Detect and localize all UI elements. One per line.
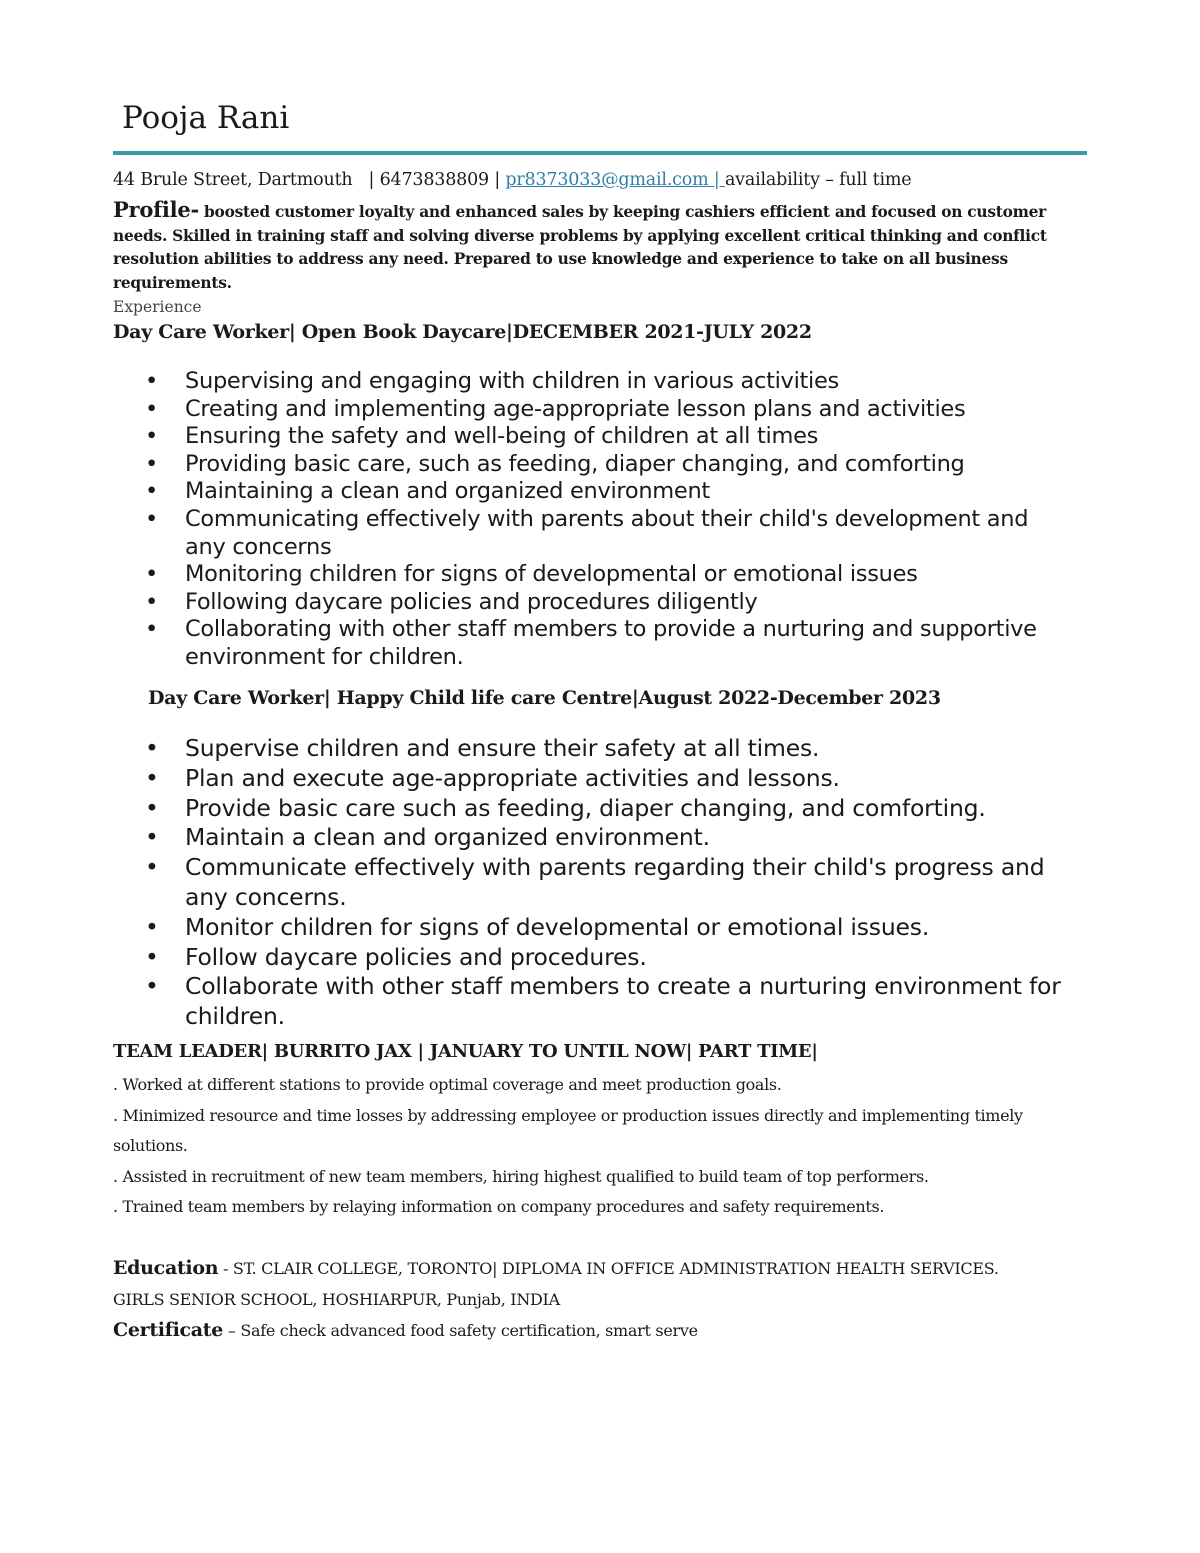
contact-address: 44 Brule Street, Dartmouth bbox=[113, 170, 353, 190]
education-label: Education bbox=[113, 1257, 219, 1279]
education-section bbox=[113, 1253, 1093, 1346]
list-item-text: Following daycare policies and procedures diligently bbox=[185, 588, 758, 615]
list-item-text: Monitoring children for signs of developmental or emotional issues bbox=[185, 561, 918, 588]
profile-label: Profile- bbox=[113, 197, 199, 222]
bullet-icon: • bbox=[145, 616, 158, 643]
profile-text: boosted customer loyalty and enhanced sales by keeping cashiers efficient and focused on customer needs. Skilled in training staff and solving diverse problems by applying excellent critical thinking and conflict resolution abilities to address any need. Prepared to use knowledge and experience to take on all business requirements. bbox=[113, 203, 1047, 292]
contact-availability: availability – full time bbox=[724, 170, 912, 190]
bullet-icon: • bbox=[145, 395, 158, 422]
job-bullet-list bbox=[115, 734, 1090, 1032]
bullet-icon: • bbox=[145, 942, 159, 971]
education-line bbox=[113, 1253, 1093, 1284]
email-link-separator[interactable]: | bbox=[708, 170, 725, 190]
list-item-text: Collaborating with other staff members to provide a nurturing and supportive environment for children. bbox=[185, 616, 1037, 670]
bullet-icon: • bbox=[145, 450, 158, 477]
certificate-label: Certificate bbox=[113, 1319, 224, 1341]
list-item bbox=[115, 943, 1090, 973]
list-item bbox=[115, 506, 1075, 561]
bullet-icon: • bbox=[145, 478, 158, 505]
certificate-text: – Safe check advanced food safety certification, smart serve bbox=[223, 1321, 698, 1340]
job-title: Day Care Worker| Happy Child life care Centre|August 2022-December 2023 bbox=[148, 687, 941, 709]
team-leader-duties bbox=[113, 1070, 1093, 1223]
bullet-icon: • bbox=[145, 505, 158, 532]
experience-label: Experience bbox=[113, 298, 202, 316]
header-divider bbox=[113, 151, 1087, 155]
bullet-icon: • bbox=[145, 972, 159, 1001]
education-school: GIRLS SENIOR SCHOOL, HOSHIARPUR, Punjab, INDIA bbox=[113, 1290, 560, 1309]
list-item-text: Supervising and engaging with children in various activities bbox=[185, 368, 839, 394]
list-item-text: Providing basic care, such as feeding, diaper changing, and comforting bbox=[185, 450, 965, 477]
list-item bbox=[115, 478, 1075, 506]
job-title: TEAM LEADER| BURRITO JAX | JANUARY TO UNTIL NOW| PART TIME| bbox=[113, 1041, 818, 1062]
list-item-text: Supervise children and ensure their safety at all times. bbox=[185, 734, 820, 762]
list-item bbox=[115, 423, 1075, 451]
list-item-text: Maintaining a clean and organized environment bbox=[185, 478, 710, 505]
list-item bbox=[115, 589, 1075, 617]
bullet-icon: • bbox=[145, 793, 159, 822]
list-item bbox=[115, 823, 1090, 853]
list-item-text: Communicating effectively with parents about their child's development and any concerns bbox=[185, 505, 1029, 560]
list-item-text: Plan and execute age-appropriate activities and lessons. bbox=[185, 763, 840, 792]
profile-section bbox=[113, 198, 1088, 295]
bullet-icon: • bbox=[145, 588, 158, 615]
email-link[interactable]: pr8373033@gmail.com bbox=[505, 170, 709, 190]
duty-line: . Worked at different stations to provide optimal coverage and meet production goals. bbox=[113, 1075, 782, 1094]
bullet-icon: • bbox=[145, 734, 159, 762]
list-item bbox=[115, 368, 1075, 396]
duty-line: . Minimized resource and time losses by addressing employee or production issues directly and implementing timely solutions. bbox=[113, 1105, 1023, 1155]
bullet-icon: • bbox=[145, 912, 159, 941]
bullet-icon: • bbox=[145, 853, 159, 882]
list-item-text: Maintain a clean and organized environment. bbox=[185, 823, 710, 852]
list-item bbox=[115, 561, 1075, 589]
list-item bbox=[115, 853, 1090, 913]
list-item bbox=[115, 794, 1090, 824]
list-item-text: Monitor children for signs of developmental or emotional issues. bbox=[185, 912, 930, 941]
bullet-icon: • bbox=[145, 561, 158, 588]
duty-line: . Assisted in recruitment of new team members, hiring highest qualified to build team of top performers. bbox=[113, 1166, 929, 1186]
list-item bbox=[115, 396, 1075, 424]
list-item bbox=[115, 451, 1075, 479]
list-item bbox=[115, 616, 1075, 671]
list-item-text: Ensuring the safety and well-being of children at all times bbox=[185, 423, 819, 450]
bullet-icon: • bbox=[145, 763, 159, 792]
list-item bbox=[115, 764, 1090, 794]
resume-name: Pooja Rani bbox=[122, 100, 290, 136]
list-item-text: Follow daycare policies and procedures. bbox=[185, 942, 647, 971]
bullet-icon: • bbox=[145, 423, 158, 450]
list-item bbox=[115, 972, 1090, 1032]
list-item bbox=[115, 913, 1090, 943]
job-bullet-list bbox=[115, 368, 1075, 672]
contact-line: 44 Brule Street, Dartmouth | 6473838809 | pr8373033@gmail.com | availability – full time bbox=[113, 170, 912, 190]
list-item-text: Communicate effectively with parents regarding their child's progress and any concerns. bbox=[185, 853, 1045, 911]
bullet-icon: • bbox=[145, 823, 159, 852]
list-item-text: Provide basic care such as feeding, diaper changing, and comforting. bbox=[185, 793, 986, 822]
job-title: Day Care Worker| Open Book Daycare|DECEMBER 2021-JULY 2022 bbox=[113, 321, 812, 343]
list-item bbox=[115, 734, 1090, 764]
duty-line: . Trained team members by relaying information on company procedures and safety requirements. bbox=[113, 1197, 885, 1216]
certificate-line bbox=[113, 1315, 1093, 1346]
list-item-text: Collaborate with other staff members to create a nurturing environment for children. bbox=[185, 972, 1061, 1031]
list-item-text: Creating and implementing age-appropriate lesson plans and activities bbox=[185, 395, 966, 422]
bullet-icon: • bbox=[145, 368, 158, 394]
education-college: - ST. CLAIR COLLEGE, TORONTO| DIPLOMA IN OFFICE ADMINISTRATION HEALTH SERVICES. bbox=[218, 1259, 999, 1278]
contact-phone: 6473838809 bbox=[379, 170, 489, 190]
